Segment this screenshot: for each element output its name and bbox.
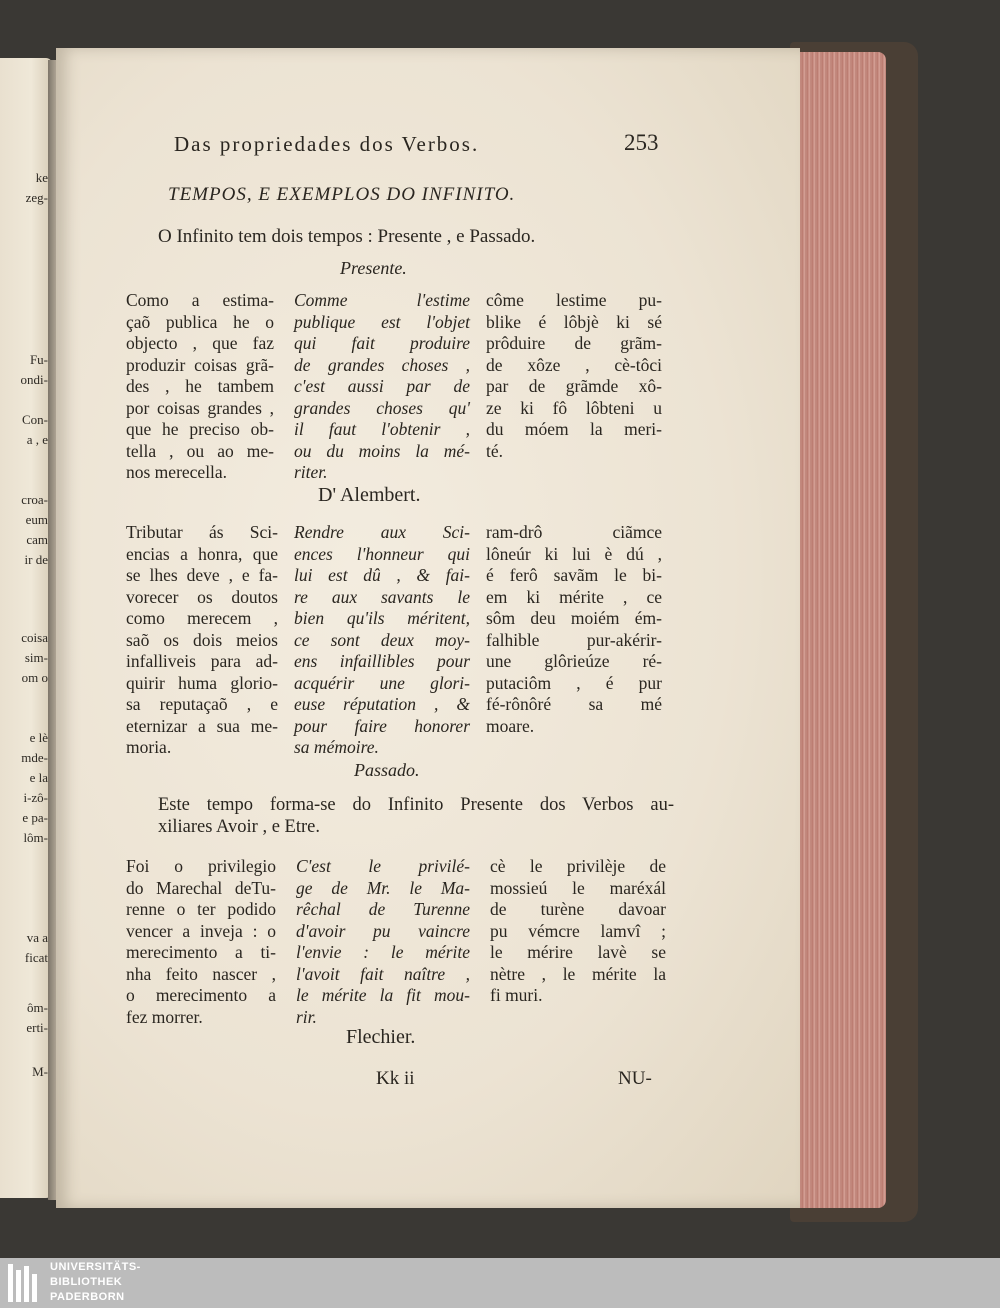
signature-mark: Kk ii xyxy=(376,1068,415,1089)
text-line: C'est le privilé- xyxy=(296,856,470,876)
author-flechier: Flechier. xyxy=(346,1026,416,1048)
text-line: blike é lôbjè ki sé xyxy=(486,311,662,332)
left-page-fragment: zeg- xyxy=(25,190,48,205)
text-line: re aux savants le xyxy=(294,586,470,607)
text-line: l'envie : le mérite xyxy=(296,942,470,962)
text-line: des , he tambem xyxy=(126,376,274,396)
text-line: nha feito nascer , xyxy=(126,963,276,984)
text-line: putaciôm , é pur xyxy=(486,672,662,693)
text-line: de turène davoar xyxy=(490,899,666,919)
text-line: té. xyxy=(486,440,504,461)
library-footer xyxy=(0,1258,1000,1308)
passado-paragraph xyxy=(158,794,674,838)
left-page-fragment: mde- xyxy=(21,750,48,765)
text-line: sa reputaçaõ , e xyxy=(126,694,278,714)
text-line: é ferô savãm le bi- xyxy=(486,565,662,585)
left-page xyxy=(0,58,52,1198)
left-page-fragment: ondi- xyxy=(20,372,48,387)
text-line: sôm deu moiém ém- xyxy=(486,608,662,628)
left-page-fragment: va a xyxy=(26,930,48,945)
text-line: du móem la meri- xyxy=(486,419,662,439)
text-line: o merecimento a xyxy=(126,985,276,1005)
text-line: infalliveis para ad- xyxy=(126,651,278,671)
text-line: fez morrer. xyxy=(126,1006,203,1027)
text-line: çaõ publica he o xyxy=(126,311,274,332)
left-page-fragment: ke xyxy=(35,170,48,185)
subhead-presente: Presente. xyxy=(340,258,407,278)
text-line: bien qu'ils méritent, xyxy=(294,608,470,628)
left-page-fragment: Fu- xyxy=(29,352,48,367)
text-line: Foi o privilegio xyxy=(126,856,276,876)
text-line: il faut l'obtenir , xyxy=(294,419,470,439)
text-line: d'avoir pu vaincre xyxy=(296,920,470,941)
left-page-fragment: M- xyxy=(32,1064,48,1079)
running-head: Das propriedades dos Verbos. xyxy=(174,132,480,156)
text-line: em ki mérite , ce xyxy=(486,586,662,607)
left-page-fragment: cam xyxy=(26,532,48,547)
text-line: tella , ou ao me- xyxy=(126,440,274,461)
left-page-fragment: Con- xyxy=(22,412,48,427)
ex1-portuguese-column xyxy=(126,290,274,484)
left-page-fragment: erti- xyxy=(26,1020,48,1035)
text-line: ences l'honneur qui xyxy=(294,543,470,564)
text-line: ou du moins la mé- xyxy=(294,440,470,461)
text-line: renne o ter podido xyxy=(126,899,276,919)
text-line: merecimento a ti- xyxy=(126,942,276,962)
page-edges xyxy=(796,52,886,1208)
left-page-fragment: croa- xyxy=(21,492,48,507)
ex2-pronunciation-column xyxy=(486,522,662,737)
text-line: mossieú le maréxál xyxy=(490,877,666,898)
text-line: sa mémoire. xyxy=(294,737,379,757)
left-page-fragment: om o xyxy=(21,670,48,685)
library-name-line1: UNIVERSITÄTS- xyxy=(50,1261,141,1273)
text-line: publique est l'objet xyxy=(294,311,470,332)
text-line: vorecer os doutos xyxy=(126,586,278,607)
text-line: xiliares Avoir , e Etre. xyxy=(158,817,320,837)
left-page-fragment: e lè xyxy=(29,730,48,745)
left-page-fragment: i-zô- xyxy=(23,790,48,805)
text-line: rêchal de Turenne xyxy=(296,899,470,919)
left-page-fragment: ir de xyxy=(24,552,48,567)
text-line: lôneúr ki lui è dú , xyxy=(486,543,662,564)
text-line: moare. xyxy=(486,715,535,736)
library-logo-icon xyxy=(6,1262,42,1304)
text-line: prôduire de grãm- xyxy=(486,333,662,353)
right-page xyxy=(56,48,800,1208)
left-page-fragment: a , e xyxy=(26,432,48,447)
text-line: por coisas grandes , xyxy=(126,397,274,418)
ex1-pronunciation-column xyxy=(486,290,662,462)
subhead-passado: Passado. xyxy=(354,760,420,780)
text-line: ze ki fô lôbteni u xyxy=(486,397,662,418)
text-line: Este tempo forma-se do Infinito Presente dos Verbos au- xyxy=(158,795,674,815)
text-line: Como a estima- xyxy=(126,290,274,310)
intro-line: O Infinito tem dois tempos : Presente , e Passado. xyxy=(158,226,536,247)
text-line: riter. xyxy=(294,462,328,482)
text-line: produzir coisas grã- xyxy=(126,354,274,375)
left-page-fragment: coisa xyxy=(21,630,48,645)
section-title: TEMPOS, E EXEMPLOS DO INFINITO. xyxy=(168,184,516,205)
author-dalembert: D' Alembert. xyxy=(318,484,421,506)
text-line: qui fait produire xyxy=(294,333,470,353)
text-line: que he preciso ob- xyxy=(126,419,274,439)
ex3-pronunciation-column xyxy=(490,856,666,1007)
text-line: de xôze , cè-tôci xyxy=(486,354,662,375)
text-line: quirir huma glorio- xyxy=(126,672,278,693)
text-line: cè le privilèje de xyxy=(490,856,666,876)
ex3-portuguese-column xyxy=(126,856,276,1028)
text-line: côme lestime pu- xyxy=(486,290,662,310)
ex2-french-column xyxy=(294,522,470,759)
text-line: fé-rônôré sa mé xyxy=(486,694,662,714)
ex2-portuguese-column xyxy=(126,522,278,759)
text-line: eternizar a sua me- xyxy=(126,715,278,736)
text-line: ce sont deux moy- xyxy=(294,629,470,650)
ex3-french-column xyxy=(296,856,470,1028)
text-line: saõ os dois meios xyxy=(126,629,278,650)
left-page-fragment: eum xyxy=(25,512,48,527)
text-line: lui est dû , & fai- xyxy=(294,565,470,585)
left-page-fragment: sim- xyxy=(24,650,48,665)
text-line: ge de Mr. le Ma- xyxy=(296,877,470,898)
text-line: euse réputation , & xyxy=(294,694,470,714)
left-page-fragment: e la xyxy=(29,770,48,785)
page-number: 253 xyxy=(624,130,659,155)
text-line: nètre , le mérite la xyxy=(490,963,666,984)
text-line: le mérire lavè se xyxy=(490,942,666,962)
text-line: fi muri. xyxy=(490,985,543,1005)
text-line: par de grãmde xô- xyxy=(486,376,662,396)
text-line: l'avoit fait naître , xyxy=(296,963,470,984)
text-line: le mérite la fit mou- xyxy=(296,985,470,1005)
ex1-french-column xyxy=(294,290,470,484)
text-line: pu vémcre lamvî ; xyxy=(490,920,666,941)
text-line: Tributar ás Sci- xyxy=(126,522,278,542)
left-page-fragment: ficat xyxy=(24,950,48,965)
text-line: Rendre aux Sci- xyxy=(294,522,470,542)
left-page-fragment: e pa- xyxy=(22,810,48,825)
library-name-line3: PADERBORN xyxy=(50,1291,125,1303)
text-line: ens infaillibles pour xyxy=(294,651,470,671)
text-line: grandes choses qu' xyxy=(294,397,470,418)
left-page-fragment: ôm- xyxy=(27,1000,48,1015)
text-line: de grandes choses , xyxy=(294,354,470,375)
left-page-fragment: lôm- xyxy=(23,830,48,845)
text-line: ram-drô ciãmce xyxy=(486,522,662,542)
text-line: rir. xyxy=(296,1006,317,1027)
catchword: NU- xyxy=(618,1068,652,1089)
text-line: une glôrieúze ré- xyxy=(486,651,662,671)
text-line: pour faire honorer xyxy=(294,715,470,736)
text-line: do Marechal deTu- xyxy=(126,877,276,898)
text-line: encias a honra, que xyxy=(126,543,278,564)
text-line: objecto , que faz xyxy=(126,333,274,353)
text-line: se lhes deve , e fa- xyxy=(126,565,278,585)
text-line: c'est aussi par de xyxy=(294,376,470,396)
text-line: como merecem , xyxy=(126,608,278,628)
text-line: acquérir une glori- xyxy=(294,672,470,693)
text-line: vencer a inveja : o xyxy=(126,920,276,941)
text-line: falhible pur-akérir- xyxy=(486,629,662,650)
text-line: Comme l'estime xyxy=(294,290,470,310)
text-line: moria. xyxy=(126,737,172,757)
library-name-line2: BIBLIOTHEK xyxy=(50,1276,123,1288)
text-line: nos merecella. xyxy=(126,462,228,482)
